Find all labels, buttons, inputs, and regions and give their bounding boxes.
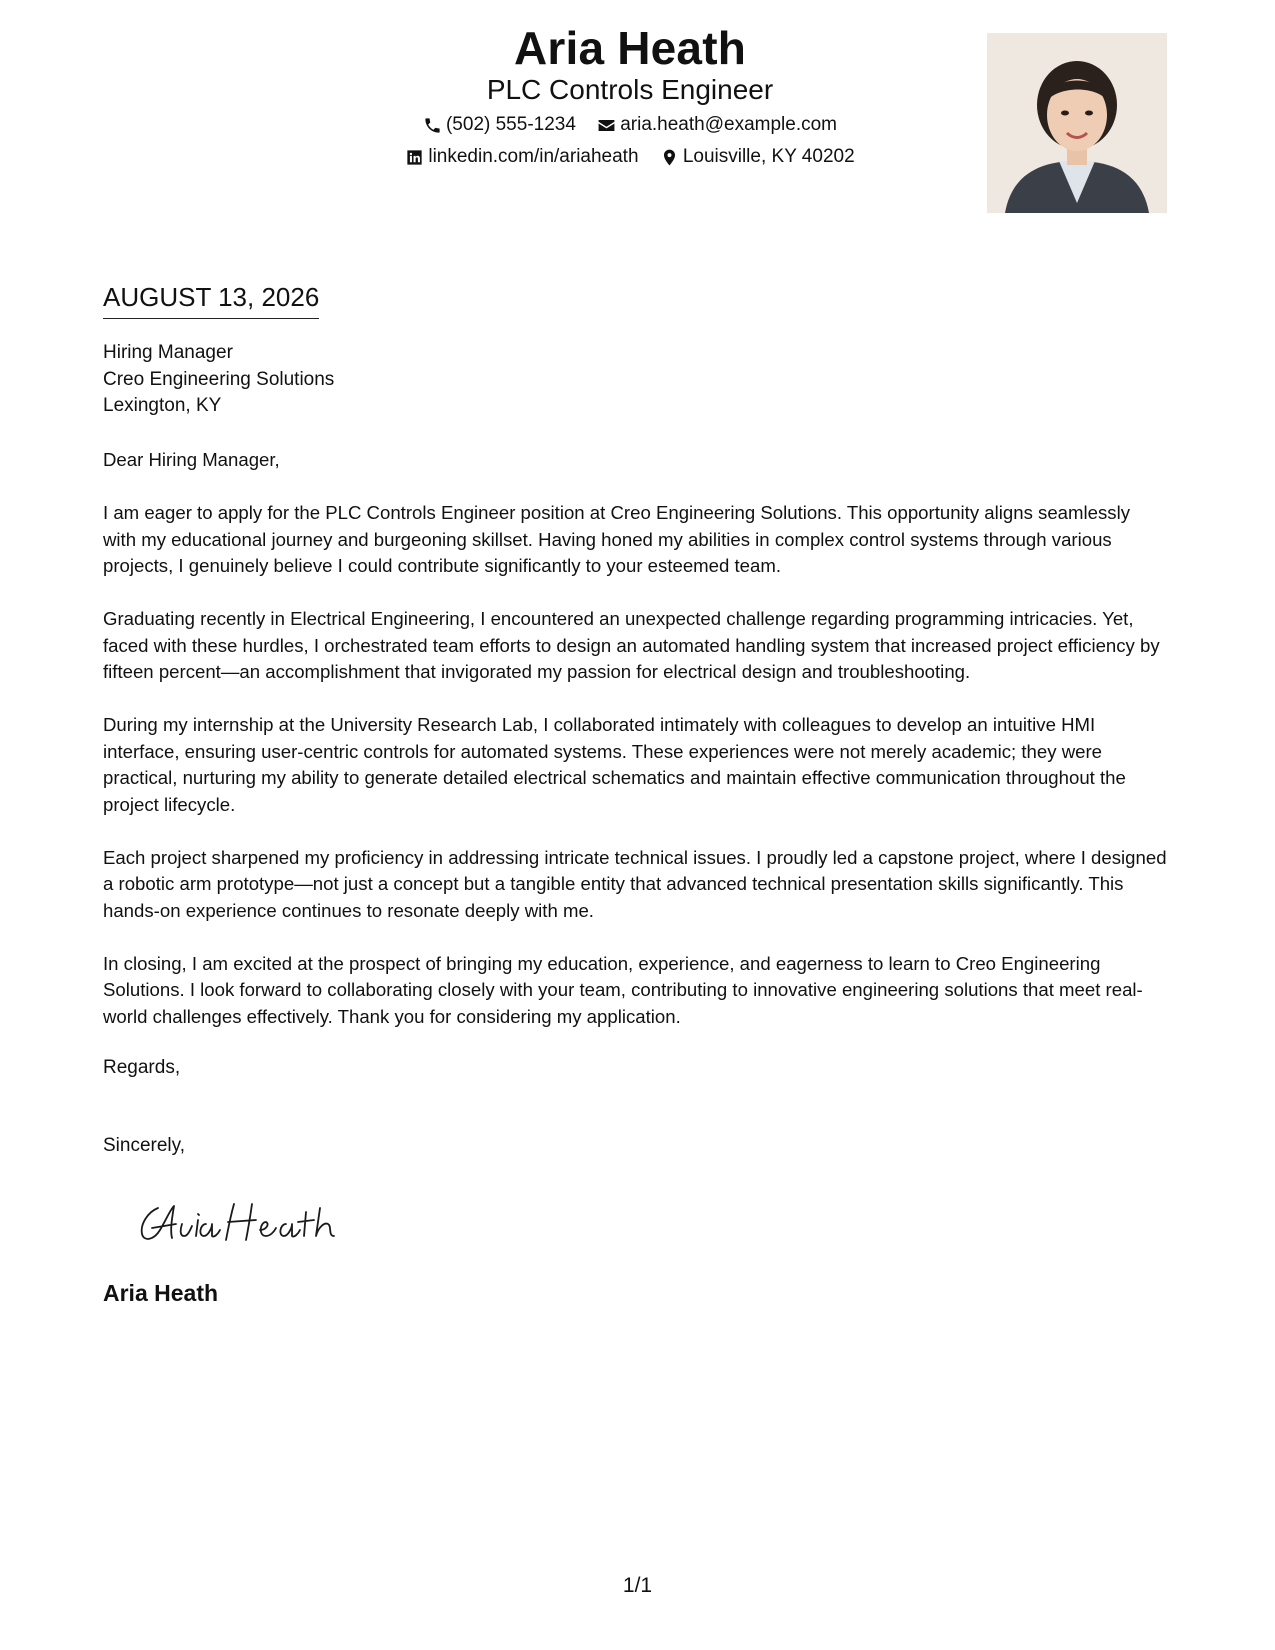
- map-pin-icon: [660, 148, 679, 167]
- applicant-title: PLC Controls Engineer: [486, 74, 774, 105]
- phone-icon: [423, 116, 442, 135]
- profile-photo: [987, 33, 1167, 213]
- body-paragraph: In closing, I am excited at the prospect of bringing my education, experience, and eagerness to learn to Creo Engineering Solutions. I look forward to collaborating closely with your team, contributing to innovative engineering solutions that meet real-world challenges effectively. Thank you for considering my application.: [103, 952, 1143, 1027]
- recipient-location: Lexington, KY: [103, 395, 222, 416]
- sincerely-line: Sincerely,: [103, 1135, 186, 1156]
- envelope-icon: [597, 116, 616, 135]
- letter-header: [0, 0, 1275, 230]
- contact-row-primary: [330, 112, 930, 143]
- email-address: aria.heath@example.com: [620, 114, 837, 135]
- linkedin-url: linkedin.com/in/ariaheath: [428, 146, 639, 167]
- linkedin-icon: [405, 148, 424, 167]
- phone-contact[interactable]: [423, 112, 576, 138]
- body-paragraph: During my internship at the University Research Lab, I collaborated intimately with colleagues to develop an intuitive HMI interface, ensuring user-centric controls for automated systems. These experiences were not merely academic; they were practical, nurturing my ability to generate detailed electrical schematics and maintain effective communication throughout the project lifecycle.: [103, 714, 1126, 815]
- phone-number: (502) 555-1234: [445, 114, 576, 135]
- linkedin-contact[interactable]: [405, 144, 638, 170]
- applicant-name: Aria Heath: [513, 22, 747, 74]
- body-paragraph: I am eager to apply for the PLC Controls Engineer position at Creo Engineering Solutions. This opportunity aligns seamlessly with my educational journey and burgeoning skillset. Having honed my abilities in complex control systems through various projects, I genuinely believe I could contribute significantly to your esteemed team.: [103, 502, 1131, 576]
- body-paragraph: Each project sharpened my proficiency in addressing intricate technical issues. I proudly led a capstone project, where I designed a robotic arm prototype—not just a concept but a tangible entity that advanced technical presentation skills significantly. This hands-on experience continues to resonate deeply with me.: [103, 846, 1167, 921]
- location-contact: [660, 144, 855, 170]
- recipient-name: Hiring Manager: [103, 342, 233, 363]
- recipient-company: Creo Engineering Solutions: [103, 368, 335, 390]
- email-contact[interactable]: [597, 112, 837, 138]
- page-indicator: 1/1: [622, 1574, 653, 1597]
- body-paragraph: Graduating recently in Electrical Engineering, I encountered an unexpected challenge regarding programming intricacies. Yet, faced with these hurdles, I orchestrated team efforts to design an automated handling system that increased project efficiency by fifteen percent—an accomplishment that invigorated my passion for electrical design and troubleshooting.: [103, 608, 1160, 682]
- handwritten-signature: [130, 1190, 350, 1250]
- signer-name: Aria Heath: [103, 1280, 219, 1306]
- letter-body: [103, 447, 1168, 1057]
- salutation: Dear Hiring Manager,: [103, 449, 280, 470]
- recipient-block: [103, 340, 334, 420]
- contact-row-secondary: [330, 144, 930, 175]
- letter-date: AUGUST 13, 2026: [103, 280, 319, 319]
- location-text: Louisville, KY 40202: [682, 146, 855, 167]
- regards-line: Regards,: [103, 1057, 181, 1078]
